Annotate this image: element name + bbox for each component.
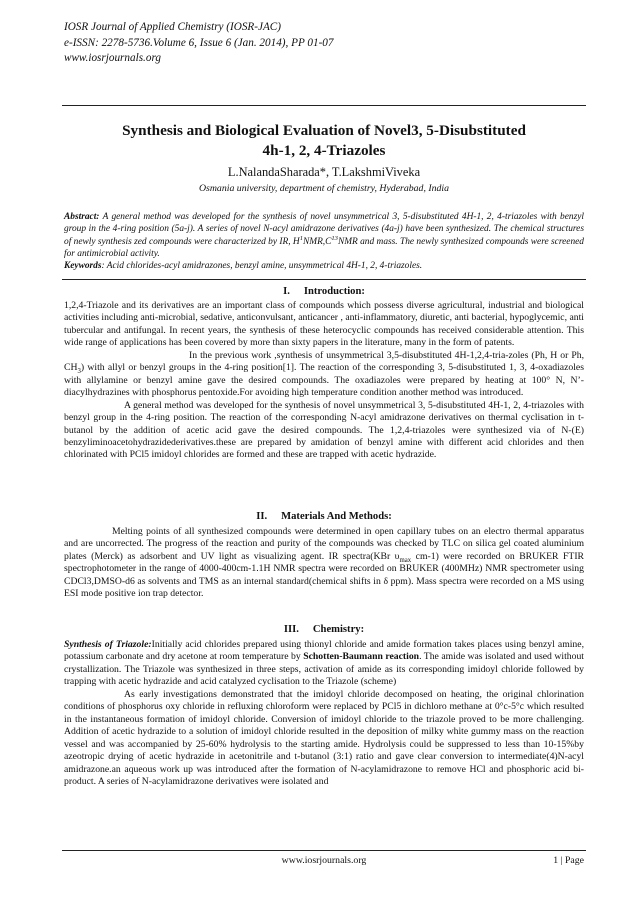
chemistry-body [64,639,584,788]
section-title: Chemistry: [312,624,365,635]
chemistry-paragraph-1 [64,639,584,689]
intro-p2-part-b: ) with allyl or benzyl groups in the 4-ring position[1]. The reaction of the corresponding 3, 5-disubstituted 1, 3, 4-oxadiazoles with allylamine or benzyl amine gave the desired compounds. The oxadiazoles were prepared by heating at 100° N, N’-diacylhydrazines with phosphorus pentoxide.For avoiding high temperature condition another method was introduced. [64,362,584,399]
chemistry-p1-part-a: Initially acid chlorides prepared using thionyl chloride and amide formation takes places using benzyl amine, potassium carbonate and dry acetone at room temperature by [64,639,585,663]
materials-paragraph-1 [64,526,584,601]
title-line-1: Synthesis and Biological Evaluation of Novel3, 5-Disubstituted [122,122,526,139]
journal-issn: e-ISSN: 2278-5736.Volume 6, Issue 6 (Jan. 2014), PP 01-07 [64,36,334,49]
section-heading-chemistry [62,624,586,635]
abstract-text-1: A general method was developed for the synthesis of novel unsymmetrical 3, 5-disubstituted 4H-1, 2, 4-triazoles with benzyl group in the 4-ring position (5a-j). A series of novel N-acyl amidrazone derivatives (4a-j) have been synthesized. The chemical structures of newly synthesis zed compounds were characterized by IR, H [64,212,584,247]
abstract [64,211,584,272]
journal-header [64,20,584,67]
section-title: Introduction: [303,286,365,297]
abstract-sup-1: 1 [299,234,303,242]
abstract-sup-2: 13 [331,234,338,242]
intro-p2-subscript: 3 [77,368,81,376]
intro-p2-part-a: In the previous work ,synthesis of unsymmetrical 3,5-disubstituted 4H-1,2,4-tria-zoles (Ph, H or Ph, CH [64,349,584,374]
introduction-body [64,300,584,462]
section-title: Materials And Methods: [281,511,392,522]
page-number: 1 | Page [553,855,584,866]
chemistry-p1-bold: Schotten-Baumann reaction [303,651,420,663]
abstract-text-3: NMR and mass. The newly synthesized compounds were screened for antimicrobial activity. [64,236,584,259]
section-number: I. [283,286,290,297]
chemistry-paragraph-2: As early investigations demonstrated that the imidoyl chloride decomposed on heating, the original chlorination conditions of phosphorus oxy chloride in refluxing chloroform were replaced by PCl5 in dichloro methane at 0°c-5°c which resulted in the instantaneous formation of imidoyl chloride. Conversion of imidoyl chloride to the triazole proved to be more challenging. Addition of acetic hydrazide to a solution of imidoyl chloride resulted in the deposition of milky white gummy mass on the reaction vessel and was accompanied by 25-60% hydrolysis to the starting amide. Hydrolysis could be suppressed to less than 10-15%by azeotropic drying of acetic hydrazide in acetonitrile and t-butanol (3:1) ratio and gave clear conversion to intermediate(4)N-acyl amidrazone.an aqueous work up was introduced after the formation of N-acylamidrazone to remove HCl and phosphoric acid bi-product. A series of N-acylamidrazone derivatives were isolated and [64,688,584,787]
footer-divider [62,850,586,851]
materials-body [64,526,584,601]
paper-title [62,121,586,161]
intro-paragraph-1: 1,2,4-Triazole and its derivatives are an important class of compounds which possess diverse agricultural, industrial and biological activities including anti-microbial, sedative, anticonvulsant, anticancer , anti-inflammatory, diuretic, anti bacterial, hypoglycemic, anti tubercular and antifungal. In recent years, the synthesis of these heterocyclic compounds has received considerable attention. This wide range of applications has been covered by more than sixty papers in the literature, many in the form of patents. [64,300,584,349]
intro-paragraph-2 [64,350,584,400]
affiliation: Osmania university, department of chemistry, Hyderabad, India [198,183,450,194]
authors: L.NalandaSharada*, T.LakshmiViveka [227,165,421,179]
intro-paragraph-3: A general method was developed for the synthesis of novel unsymmetrical 3, 5-disubstituted 4H-1, 2, 4-triazoles with benzyl group in the 4-ring position. The reaction of the corresponding N-acyl amidrazone derivatives on thermal cyclisation in t-butanol by the addition of acetic acid gave the desired compounds. The 1,2,4-triazoles were synthesized via of N-(E) benzyliminoacetohydrazidederivatives.these are prepared by amidation of benzyl amine with different acid chlorides and then chlorinated with PCl5 imidoyl chlorides are formed and these are trapped with acetic hydrazide. [64,399,584,461]
section-heading-introduction [62,286,586,297]
section-number: III. [283,624,299,635]
journal-url: www.iosrjournals.org [64,52,161,64]
abstract-text-2: NMR,C [303,236,332,247]
title-line-2: 4h-1, 2, 4-Triazoles [262,142,386,159]
materials-p1-part-a: Melting points of all synthesized compounds were determined in open capillary tubes on an electro thermal apparatus and are uncorrected. The progress of the reaction and purity of the compounds was checked by TLC on silica gel coated aluminium plates (Merck) as adsorbent and UV light as visualizing agent. IR spectra(KBr υ [64,526,584,562]
chemistry-subheading: Synthesis of Triazole: [64,639,152,650]
section-number: II. [256,511,268,522]
header-divider [62,105,586,106]
chemistry-p1-part-b: . The amide was isolated and used without crystallization. The Triazole was synthesized in three steps, activation of amide as its corresponding imidoyl chloride followed by trapping with acetic hydrazide and acid catalyzed cyclisation to the Triazole (scheme) [64,651,584,688]
section-heading-materials [62,511,586,522]
abstract-divider [62,279,586,280]
keywords-text: : Acid chlorides-acyl amidrazones, benzyl amine, unsymmetrical 4H-1, 2, 4-triazoles. [101,261,423,272]
materials-p1-part-b: cm-1) were recorded on BRUKER FTIR spectrophotometer in the range of 4000-400cm-1.1H NMR spectra were recorded on BRUKER (400MHz) NMR spectrometer using CDCl3,DMSO-d6 as solvents and TMS as an internal standard(chemical shifts in δ ppm). Mass spectra were recorded on a MS using ESI mode positive ion trap detector. [64,550,585,600]
journal-name: IOSR Journal of Applied Chemistry (IOSR-JAC) [64,21,281,33]
footer-url: www.iosrjournals.org [281,855,367,866]
abstract-label: Abstract: [64,212,100,222]
materials-p1-subscript: max [399,556,412,564]
keywords-label: Keywords [64,261,102,272]
